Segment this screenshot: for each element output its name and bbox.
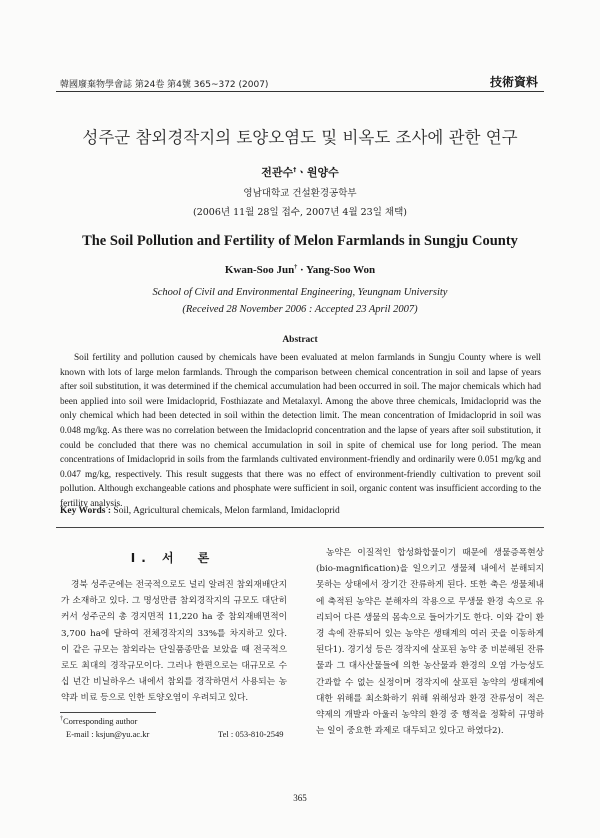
footnote-tel: Tel : 053-810-2549 [218,729,284,739]
abstract-heading: Abstract [282,335,318,345]
footnote-rule [60,712,156,713]
keywords [60,506,540,516]
keywords-label: Key Words : [60,506,112,516]
english-title: The Soil Pollution and Fertility of Melon Farmlands in Sungju County [82,233,518,249]
footnote-corresponding [60,716,137,726]
korean-author-1: 전관수 [261,166,294,179]
introduction-left-column: 경북 성주군에는 전국적으로도 널리 알려진 참외재배단지가 소재하고 있다. 그 명성만큼 참외경작지의 규모도 대단히 커서 성주군의 총 경지면적 11,220 ha 중 참외재배면적이 3,700 ha에 달하여 전체경작지의 33%를 차지하고 있다. 이 같은 규모는 참외라는 단일품종만을 보았을 때 전국적으로도 최대의 경작규모이다. 그러나 한편으로는 대규모로 수십 년간 비닐하우스 내에서 참외를 경작하면서 사용되는 농약과 비료 등으로 인한 토양오염이 우려되고 있다. [61,580,287,704]
abstract-body: Soil fertility and pollution caused by chemicals have been evaluated at melon farmlands in Sungju County where is well known with lots of large melon farmlands. Through the comparison between chemical concentration in soil and lapse of years after soil substitution, it was determined if the chemical accumulation had been occurred in soil. The major chemicals which had been applied into soil were Imidacloprid, Fosthiazate and Metalaxyl. Among the above three chemicals, Imidacloprid was the only chemical which had been detected in soil within the detection limit. The mean concentration of Imidacloprid in soil was 0.048 mg/kg. As there was no correlation between the Imidacloprid concentration and the lapse of years after soil substitution, it could be concluded that there was no chemical accumulation in soil in spite of chemical use for long period. The mean concentrations of Imidacloprid in soils from the farmlands cultivated environment-friendly and ordinarily were 0.051 mg/kg and 0.047 mg/kg, respectively. This result suggests that there was no effect of environment-friendly cultivation to prevent soil pollution. Although exchangeable cations and phosphate were sufficient in soil, organic content was insufficient according to the fertility analysis. [60,353,541,509]
korean-title: 성주군 참외경작지의 토양오염도 및 비옥도 조사에 관한 연구 [82,128,518,147]
korean-author-2: ㆍ원양수 [296,166,339,179]
page-number: 365 [293,793,307,803]
footnote-email: E-mail : ksjun@yu.ac.kr [66,729,150,739]
corresponding-mark-en: † [294,264,298,271]
english-dates: (Received 28 November 2006 : Accepted 23 April 2007) [182,304,418,315]
english-authors [0,264,600,276]
journal-citation: 韓國廢棄物學會誌 第24卷 第4號 365~372 (2007) [60,80,269,90]
korean-authors [0,164,600,180]
english-author-2: · Yang-Soo Won [297,264,376,276]
footnote-mark: † [60,716,63,723]
english-affiliation: School of Civil and Environmental Engineering, Yeungnam University [152,287,448,298]
korean-dates: (2006년 11월 28일 접수, 2007년 4월 23일 채택) [192,207,407,218]
keywords-rule [56,527,544,528]
korean-affiliation: 영남대학교 건설환경공학부 [243,188,357,199]
footnote-label: Corresponding author [63,716,138,726]
header-rule [56,91,544,92]
introduction-right-column: 농약은 이질적인 합성화합물이기 때문에 생물증폭현상(bio-magnification)을 일으키고 생물체 내에서 분해되지 못하는 상태에서 장기간 잔류하게 된다. 또한 축은 생물체내에 축적된 농약은 분해자의 작용으로 무생물 환경 속으로 유리되어 다른 생물의 몸속으로 들어가기도 한다. 이와 같이 환경 속에 잔류되어 있는 농약은 생태계의 여러 곳을 이동하게 된다1). 경기성 등은 경작지에 살포된 농약 중 비분해된 잔류물과 그 대사산물들에 의한 농산물과 환경의 오염 가능성도 간과할 수 없는 실정이며 경작지에 살포된 농약의 생태계에 대한 위해를 최소화하기 위해 위해성과 환경 잔류성이 적은 약제의 개발과 아울러 농약의 환경 중 행적을 정확히 규명하는 일이 중요한 과제로 대두되고 있다고 하였다2). [316,548,544,737]
english-author-1: Kwan-Soo Jun [224,264,295,276]
corresponding-mark: † [293,166,297,174]
keywords-text: Soil, Agricultural chemicals, Melon farmland, Imidacloprid [111,506,340,516]
article-category: 技術資料 [489,75,538,89]
section-heading-introduction: I. 서 론 [130,551,216,565]
